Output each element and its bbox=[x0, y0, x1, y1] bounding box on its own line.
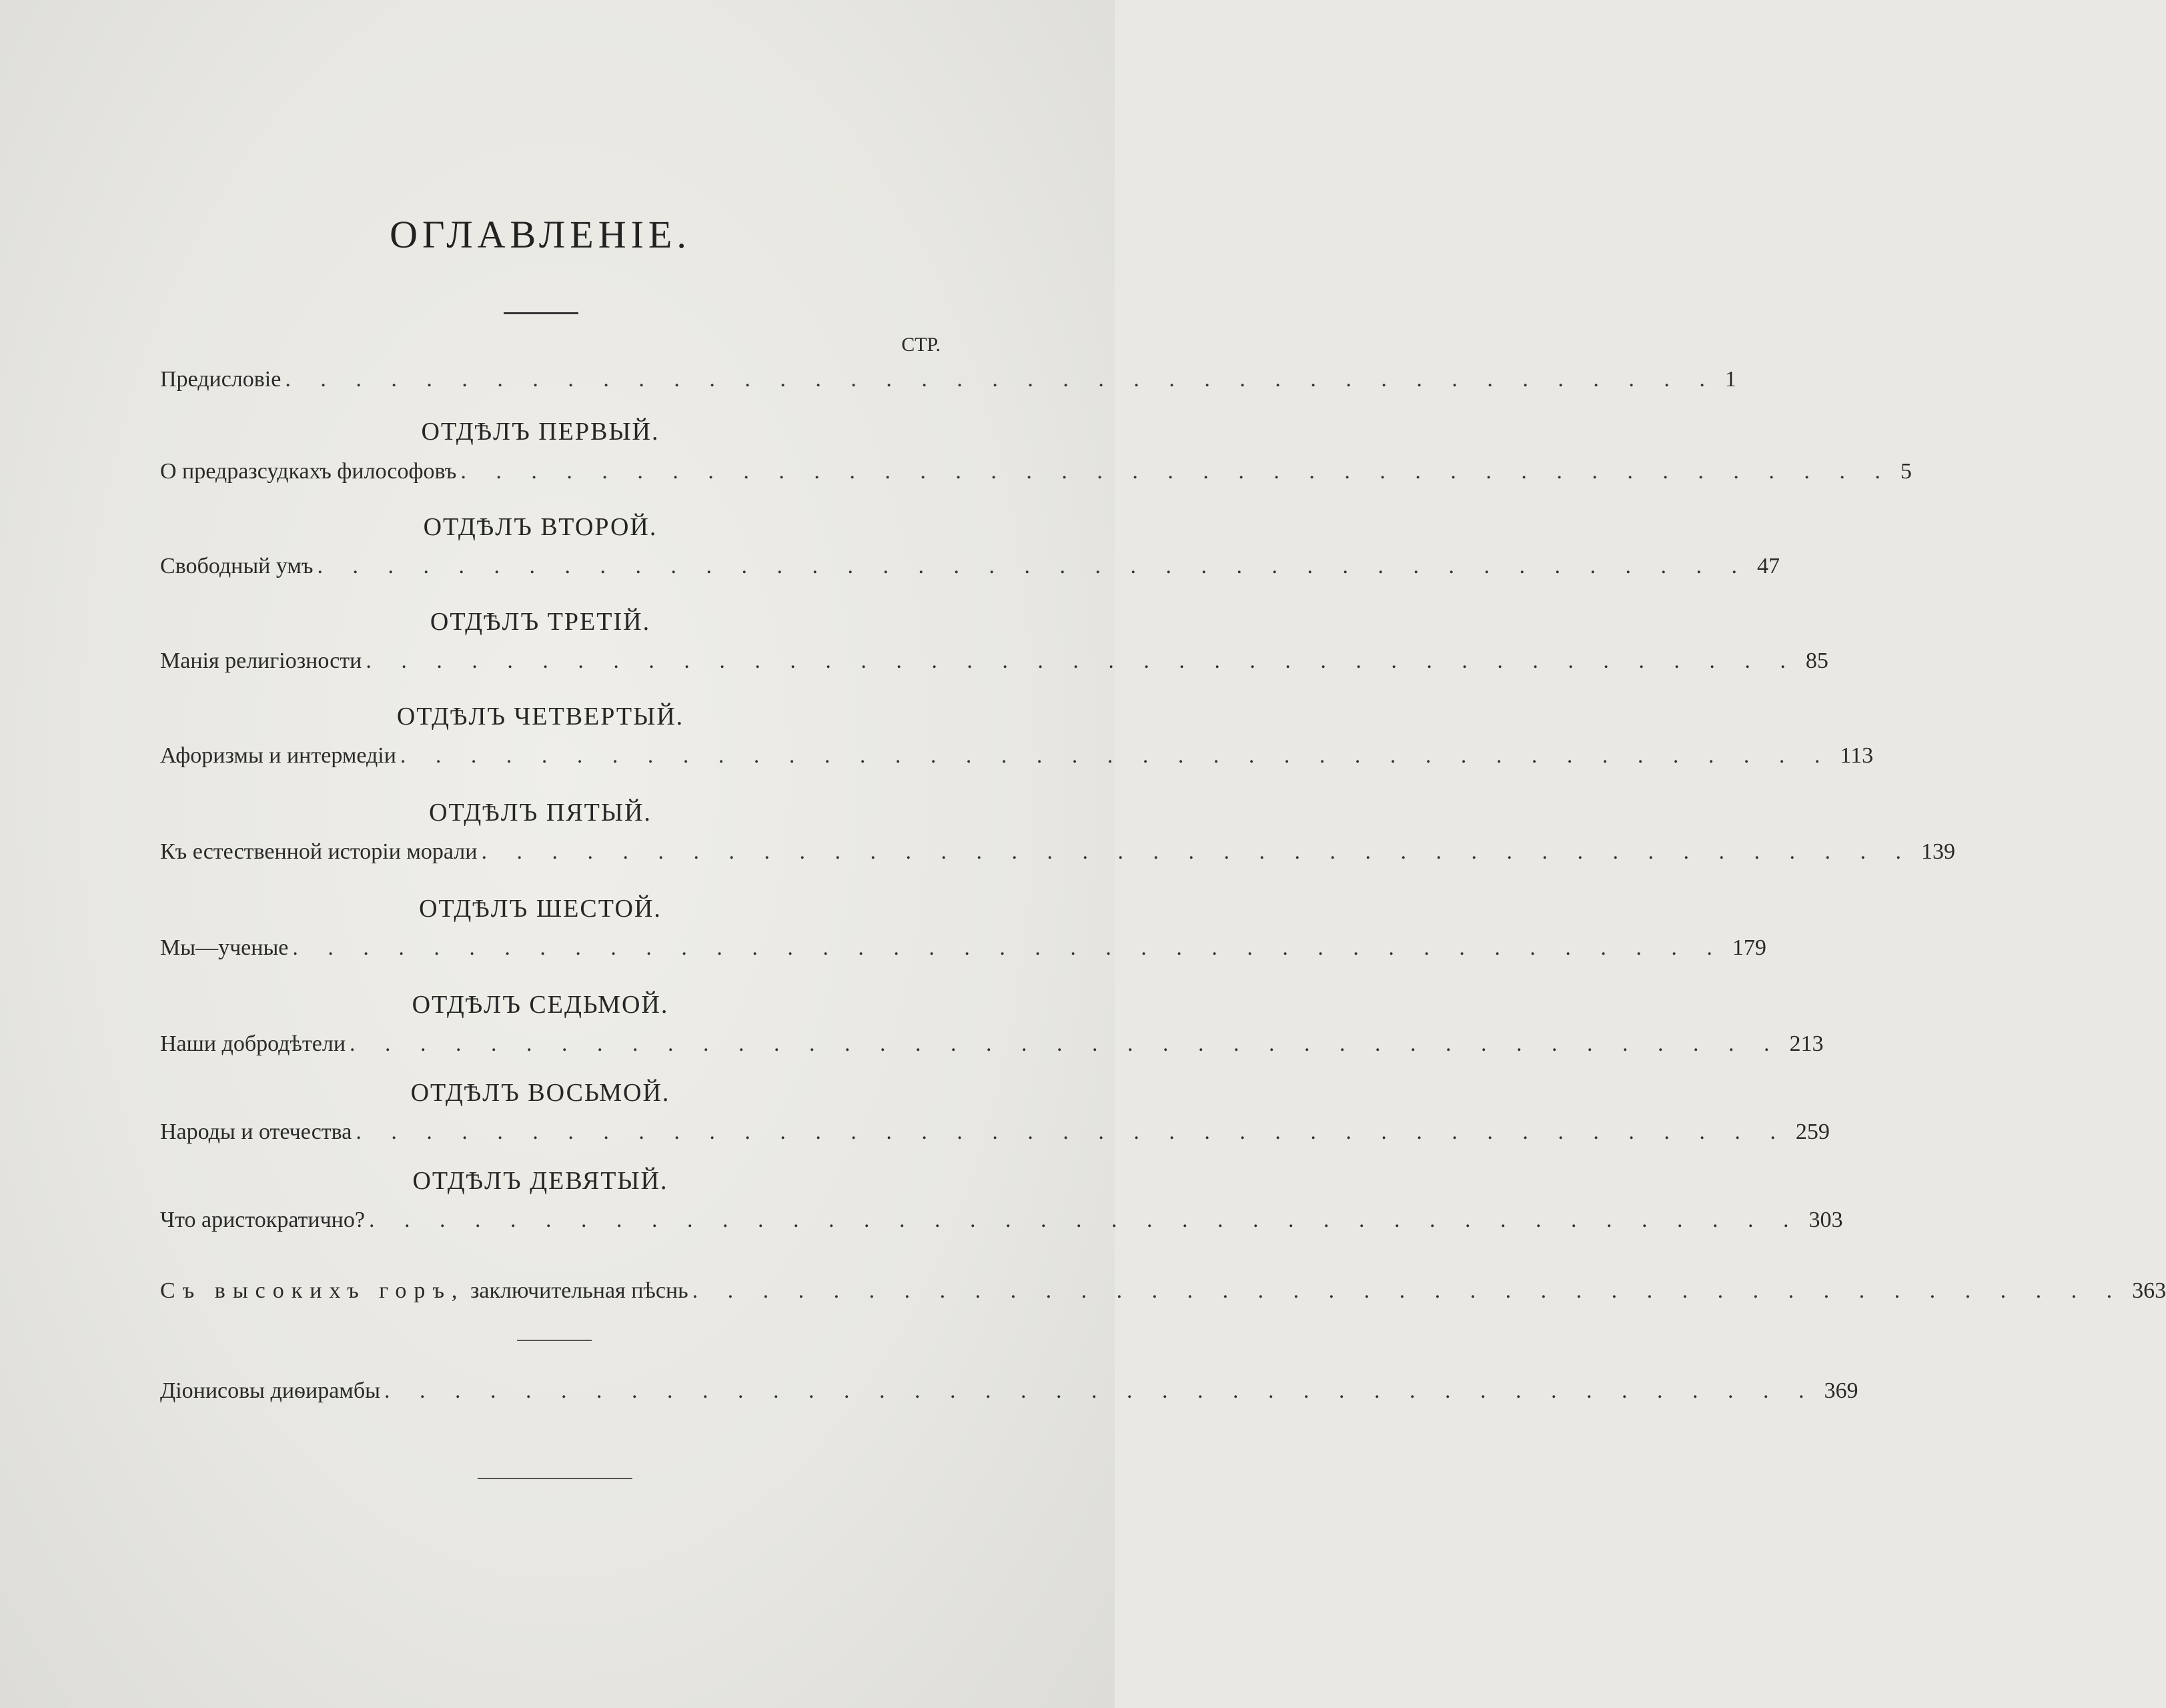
entry-page-number: 85 bbox=[1805, 649, 1828, 673]
entry-page-number: 179 bbox=[1732, 935, 1766, 960]
entry-page-number: 113 bbox=[1840, 743, 1874, 768]
entry-label: О предразсудкахъ философовъ bbox=[160, 459, 457, 484]
entry-label: Мы—ученые bbox=[160, 935, 289, 960]
dot-leader: . . . . . . . . . . . . . . . . . . . . . . . . . . . . . . . . . . . . . . . . . bbox=[368, 1208, 1801, 1232]
part-heading-8: ОТДѢЛЪ ВОСЬМОЙ. bbox=[410, 1079, 670, 1107]
entry-page-number: 1 bbox=[1724, 367, 1736, 392]
toc-entry-part-9[interactable] bbox=[160, 1208, 1843, 1237]
part-heading-7: ОТДѢЛЪ СЕДЬМОЙ. bbox=[412, 991, 669, 1019]
entry-label: Свободный умъ bbox=[160, 554, 314, 578]
toc-entry-part-5[interactable] bbox=[160, 839, 1955, 869]
toc-entry-dithyrambs[interactable] bbox=[160, 1378, 1858, 1408]
entry-label: Афоризмы и интермедіи bbox=[160, 743, 396, 768]
toc-entry-preface[interactable] bbox=[160, 367, 1736, 396]
dot-leader: . . . . . . . . . . . . . . . . . . . . . . . . . . . . . . . . . . . . . . . . . bbox=[384, 1378, 1816, 1403]
entry-label: Къ естественной исторіи морали bbox=[160, 839, 478, 864]
entry-page-number: 259 bbox=[1795, 1120, 1830, 1144]
dot-leader: . . . . . . . . . . . . . . . . . . . . . . . . . . . . . . . . . . . . . . . . . bbox=[285, 367, 1717, 392]
entry-page-number: 139 bbox=[1921, 839, 1955, 864]
entry-label: Народы и отечества bbox=[160, 1120, 352, 1144]
part-heading-3: ОТДѢЛЪ ТРЕТІЙ. bbox=[430, 608, 651, 636]
part-heading-2: ОТДѢЛЪ ВТОРОЙ. bbox=[423, 513, 658, 541]
toc-entry-part-1[interactable] bbox=[160, 459, 1912, 488]
toc-entry-part-3[interactable] bbox=[160, 649, 1828, 678]
entry-label bbox=[160, 1278, 688, 1304]
part-heading-1: ОТДѢЛЪ ПЕРВЫЙ. bbox=[421, 418, 660, 446]
part-heading-6: ОТДѢЛЪ ШЕСТОЙ. bbox=[419, 895, 662, 923]
entry-page-number: 5 bbox=[1900, 459, 1912, 484]
entry-page-number: 213 bbox=[1789, 1031, 1824, 1056]
dot-leader: . . . . . . . . . . . . . . . . . . . . . . . . . . . . . . . . . . . . . . . . . bbox=[481, 839, 1913, 864]
entry-label: Манія религіозности bbox=[160, 649, 362, 673]
page-title: ОГЛАВЛЕНІЕ. bbox=[390, 213, 691, 256]
toc-entry-final-song[interactable] bbox=[160, 1278, 2166, 1308]
part-heading-5: ОТДѢЛЪ ПЯТЫЙ. bbox=[429, 799, 652, 827]
dot-leader: . . . . . . . . . . . . . . . . . . . . . . . . . . . . . . . . . . . . . . . . . bbox=[400, 743, 1832, 768]
page-column-label: СТР. bbox=[901, 334, 941, 356]
end-rule bbox=[478, 1478, 632, 1479]
dot-leader: . . . . . . . . . . . . . . . . . . . . . . . . . . . . . . . . . . . . . . . . . bbox=[366, 649, 1798, 673]
dot-leader: . . . . . . . . . . . . . . . . . . . . . . . . . . . . . . . . . . . . . . . . . bbox=[692, 1278, 2125, 1303]
entry-label: Что аристократично? bbox=[160, 1208, 365, 1232]
entry-page-number: 303 bbox=[1808, 1208, 1843, 1232]
entry-label-spaced: Съ высокихъ горъ, bbox=[160, 1278, 465, 1303]
toc-entry-part-4[interactable] bbox=[160, 743, 1874, 773]
entry-label: Наши добродѣтели bbox=[160, 1031, 346, 1056]
toc-entry-part-7[interactable] bbox=[160, 1031, 1824, 1061]
dot-leader: . . . . . . . . . . . . . . . . . . . . . . . . . . . . . . . . . . . . . . . . . bbox=[350, 1031, 1782, 1056]
part-heading-4: ОТДѢЛЪ ЧЕТВЕРТЫЙ. bbox=[396, 703, 684, 731]
entry-label: Діонисовы диѳирамбы bbox=[160, 1378, 380, 1403]
dot-leader: . . . . . . . . . . . . . . . . . . . . . . . . . . . . . . . . . . . . . . . . . bbox=[292, 935, 1724, 960]
part-heading-9: ОТДѢЛЪ ДЕВЯТЫЙ. bbox=[412, 1167, 668, 1195]
entry-page-number: 363 bbox=[2132, 1278, 2166, 1303]
entry-label-rest: заключительная пѣснь bbox=[470, 1278, 688, 1303]
toc-entry-part-8[interactable] bbox=[160, 1120, 1830, 1149]
toc-entry-part-2[interactable] bbox=[160, 554, 1780, 583]
entry-page-number: 369 bbox=[1824, 1378, 1858, 1403]
dot-leader: . . . . . . . . . . . . . . . . . . . . . . . . . . . . . . . . . . . . . . . . . bbox=[317, 554, 1749, 578]
section-divider bbox=[517, 1340, 592, 1341]
entry-page-number: 47 bbox=[1757, 554, 1780, 578]
dot-leader: . . . . . . . . . . . . . . . . . . . . . . . . . . . . . . . . . . . . . . . . . bbox=[460, 459, 1892, 484]
title-rule bbox=[504, 312, 578, 314]
dot-leader: . . . . . . . . . . . . . . . . . . . . . . . . . . . . . . . . . . . . . . . . . bbox=[356, 1120, 1788, 1144]
entry-label: Предисловіе bbox=[160, 367, 282, 392]
toc-entry-part-6[interactable] bbox=[160, 935, 1766, 965]
